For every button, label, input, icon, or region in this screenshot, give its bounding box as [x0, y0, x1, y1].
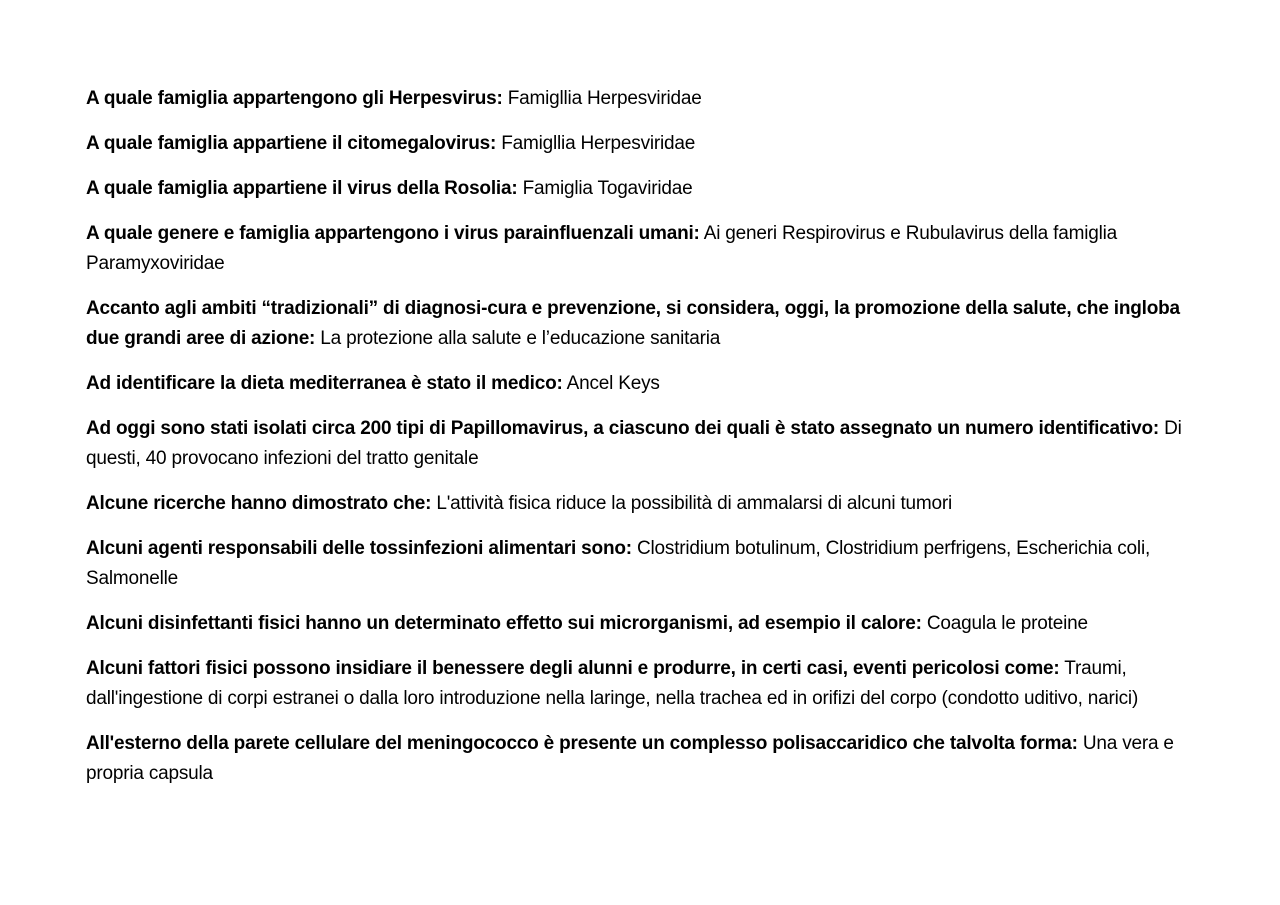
qa-item [86, 369, 1186, 399]
qa-item [86, 174, 1186, 204]
answer-text: L'attività fisica riduce la possibilità di ammalarsi di alcuni tumori [436, 493, 953, 514]
question-text: Alcuni fattori fisici possono insidiare il benessere degli alunni e produrre, in certi casi, eventi pericolosi come: [86, 658, 1060, 679]
answer-text: Una vera e propria capsula [86, 733, 1174, 784]
answer-text: Famigllia Herpesviridae [501, 133, 696, 154]
answer-text: Famigllia Herpesviridae [507, 88, 702, 109]
question-text: All'esterno della parete cellulare del meningococco è presente un complesso polisaccaridico che talvolta forma: [86, 733, 1078, 754]
qa-item [86, 729, 1186, 789]
answer-text: Ai generi Respirovirus e Rubulavirus della famiglia Paramyxoviridae [86, 223, 1117, 274]
document-page [86, 84, 1186, 804]
answer-text: Traumi, dall'ingestione di corpi estranei o dalla loro introduzione nella laringe, nella trachea ed in orifizi del corpo (condotto uditivo, narici) [86, 658, 1139, 709]
answer-text: Coagula le proteine [926, 613, 1088, 634]
question-text: Alcuni agenti responsabili delle tossinfezioni alimentari sono: [86, 538, 632, 559]
qa-item [86, 654, 1186, 714]
qa-item [86, 414, 1186, 474]
qa-item [86, 534, 1186, 594]
answer-text: Di questi, 40 provocano infezioni del tratto genitale [86, 418, 1182, 469]
question-text: A quale famiglia appartiene il citomegalovirus: [86, 133, 497, 154]
qa-item [86, 489, 1186, 519]
answer-text: Famiglia Togaviridae [522, 178, 693, 199]
question-text: A quale famiglia appartiene il virus della Rosolia: [86, 178, 518, 199]
question-text: A quale genere e famiglia appartengono i virus parainfluenzali umani: [86, 223, 700, 244]
question-text: Ad oggi sono stati isolati circa 200 tipi di Papillomavirus, a ciascuno dei quali è stato assegnato un numero identificativo: [86, 418, 1160, 439]
qa-item [86, 609, 1186, 639]
question-text: Alcuni disinfettanti fisici hanno un determinato effetto sui microrganismi, ad esempio il calore: [86, 613, 922, 634]
answer-text: La protezione alla salute e l’educazione sanitaria [320, 328, 721, 349]
question-text: Alcune ricerche hanno dimostrato che: [86, 493, 432, 514]
answer-text: Ancel Keys [566, 373, 660, 394]
qa-item [86, 84, 1186, 114]
answer-text: Clostridium botulinum, Clostridium perfrigens, Escherichia coli, Salmonelle [86, 538, 1151, 589]
qa-item [86, 129, 1186, 159]
question-text: A quale famiglia appartengono gli Herpesvirus: [86, 88, 503, 109]
qa-item [86, 219, 1186, 279]
question-text: Ad identificare la dieta mediterranea è stato il medico: [86, 373, 563, 394]
question-text: Accanto agli ambiti “tradizionali” di diagnosi-cura e prevenzione, si considera, oggi, la promozione della salute, che ingloba due grandi aree di azione: [86, 298, 1180, 349]
qa-item [86, 294, 1186, 354]
